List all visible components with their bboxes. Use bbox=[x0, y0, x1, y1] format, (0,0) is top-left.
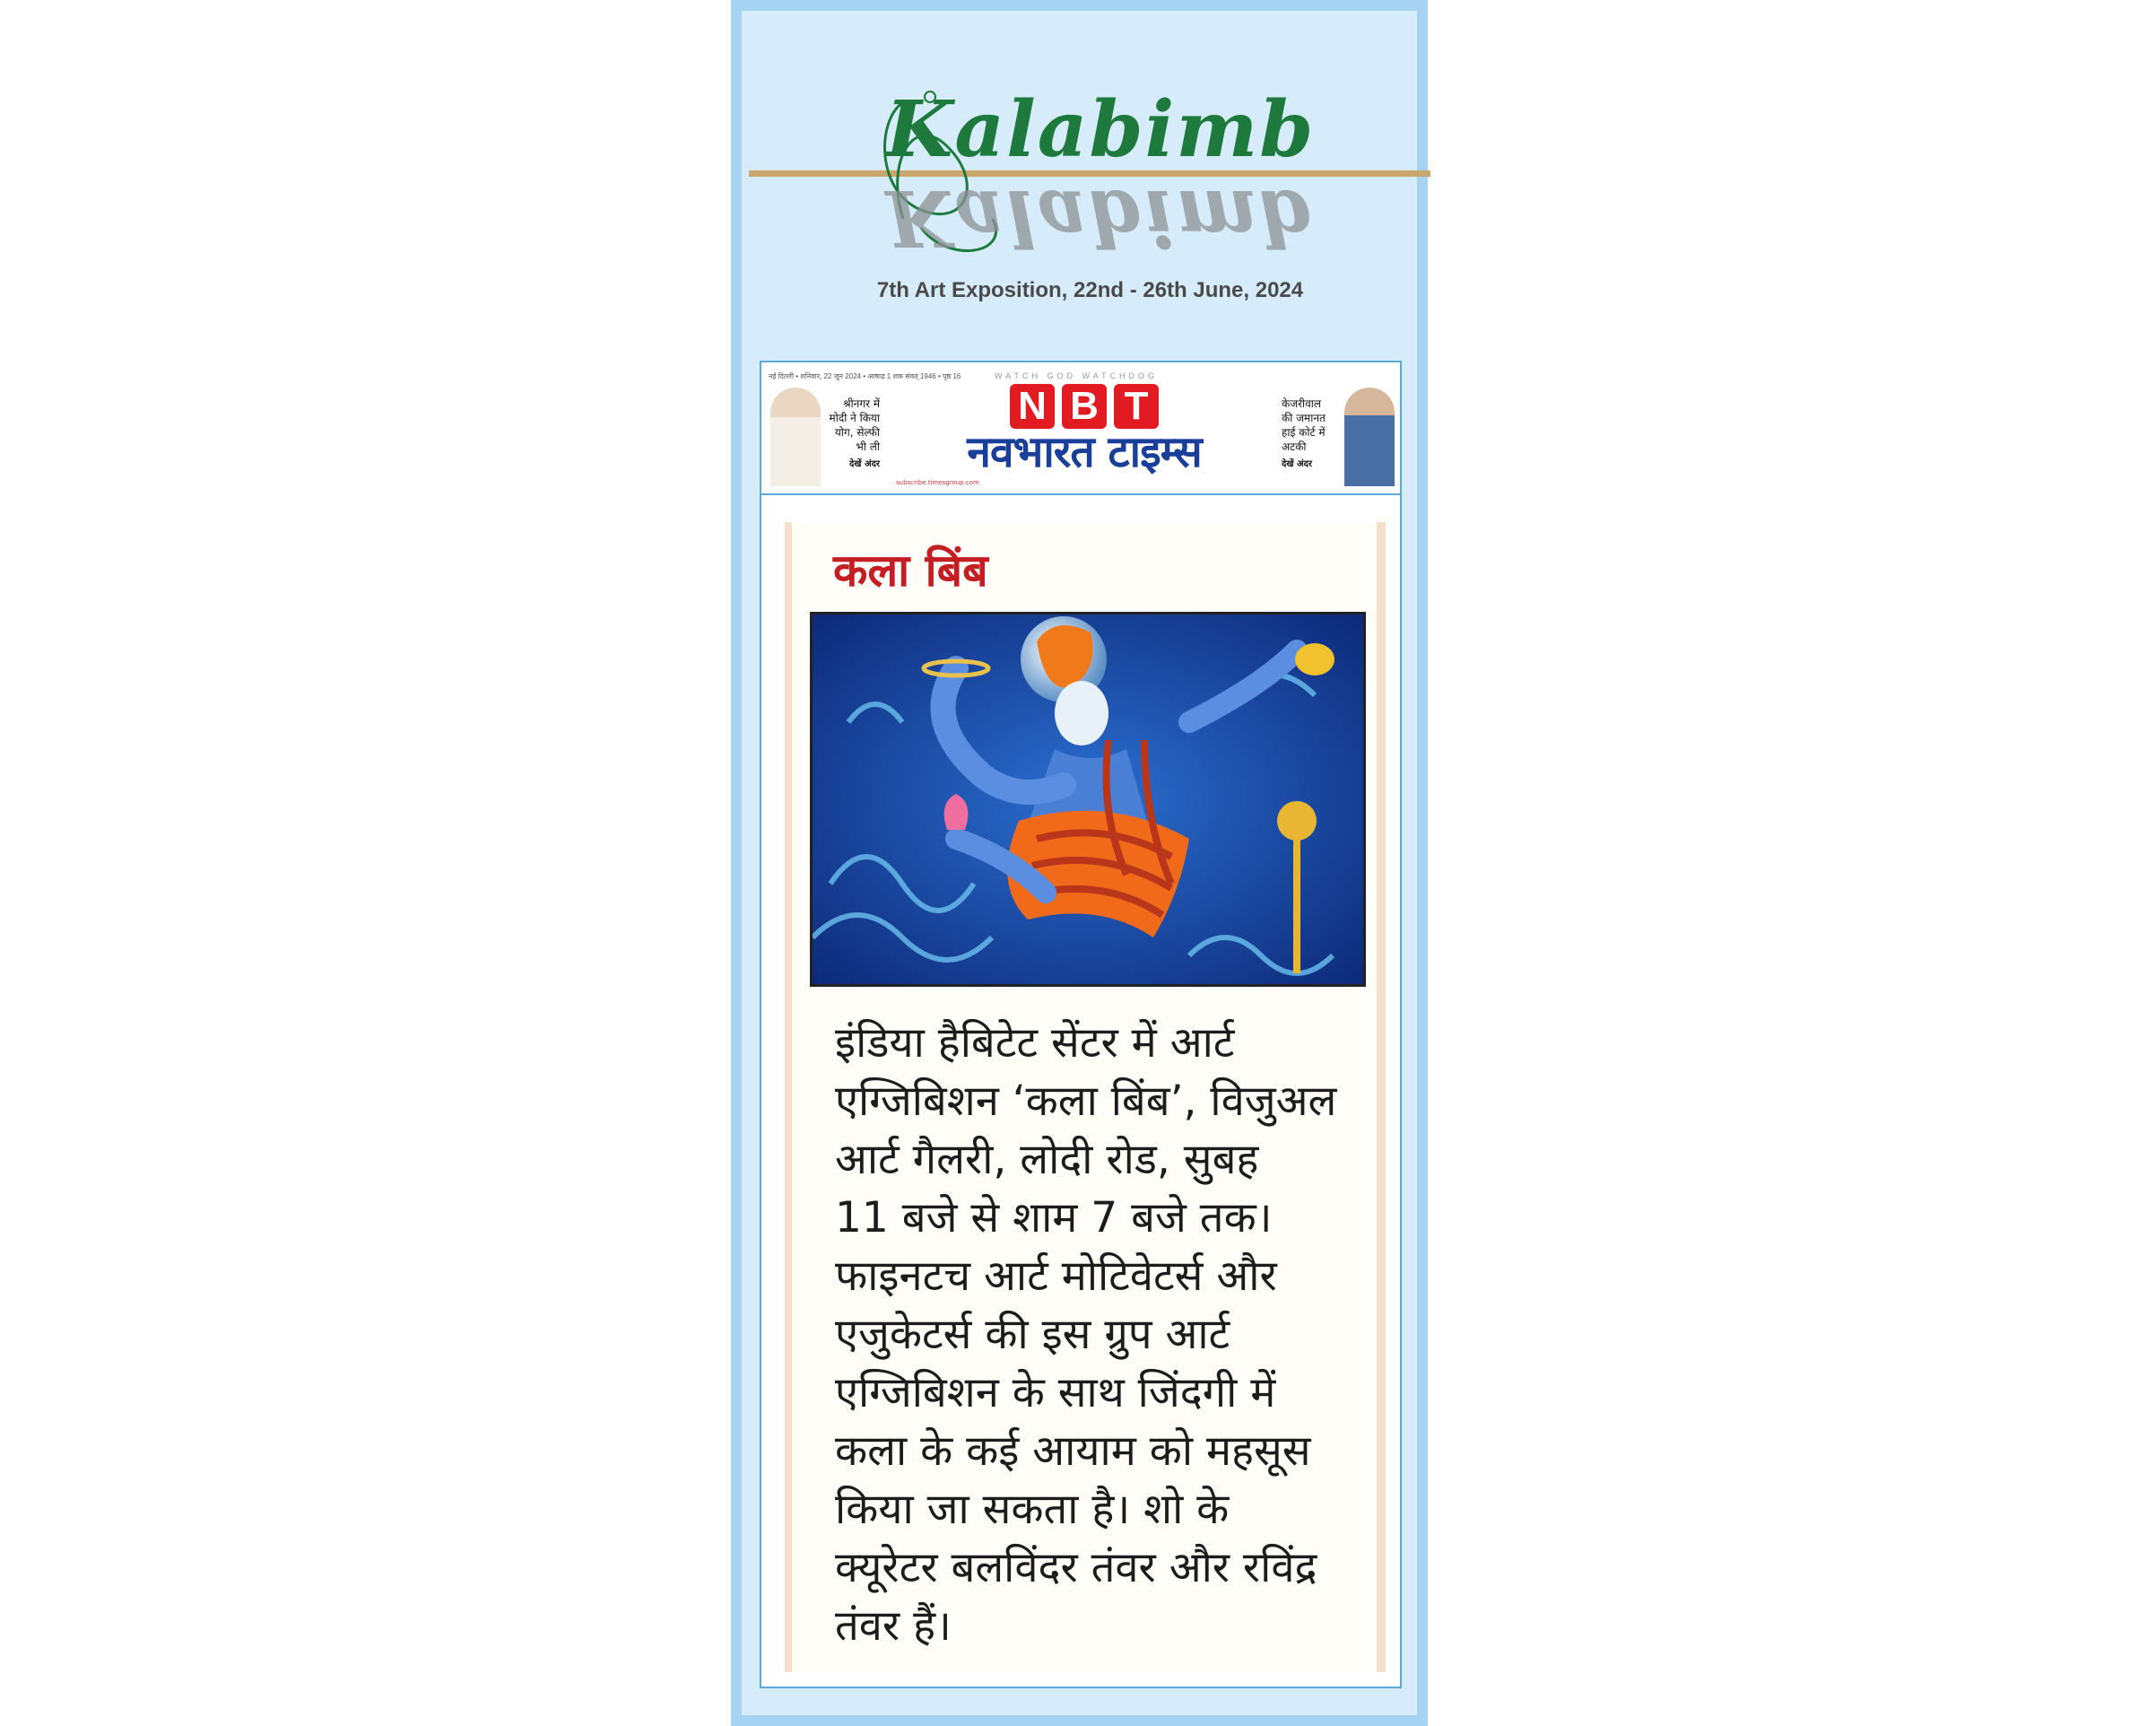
person-photo-icon bbox=[770, 388, 821, 486]
article-line: एग्जिबिशन के साथ जिंदगी में bbox=[835, 1368, 1276, 1417]
krishna-painting-image bbox=[810, 612, 1366, 987]
left-tease-text bbox=[817, 397, 880, 472]
article-line: किया जा सकता है। शो के bbox=[835, 1485, 1230, 1534]
newspaper-clipping bbox=[760, 361, 1402, 1688]
tease-line: मोदी ने किया bbox=[829, 412, 880, 424]
article-line: फाइनटच आर्ट मोटिवेटर्स और bbox=[835, 1251, 1277, 1301]
kalabimb-logo bbox=[867, 84, 1334, 282]
right-tease-text bbox=[1282, 397, 1344, 472]
right-tease bbox=[1282, 380, 1398, 488]
article-column bbox=[785, 522, 1386, 1672]
nbt-letter: T bbox=[1114, 384, 1159, 429]
tease-more-link: देखें अंदर bbox=[848, 459, 880, 469]
tease-line: भी ली bbox=[856, 440, 880, 453]
article-line: एग्जिबिशन ‘कला बिंब’, विजुअल bbox=[835, 1077, 1337, 1126]
tease-line: केजरीवाल bbox=[1282, 397, 1322, 410]
tease-line: की जमानत bbox=[1282, 412, 1326, 424]
masthead-footer: subscribe.timesgroup.com bbox=[896, 479, 979, 486]
tease-line: हाई कोर्ट में bbox=[1282, 426, 1326, 439]
article-line: आर्ट गैलरी, लोदी रोड, सुबह bbox=[835, 1135, 1259, 1184]
newspaper-name: नवभारत टाइम्स bbox=[967, 427, 1202, 477]
masthead-watchword: WATCH GOD WATCHDOG bbox=[995, 371, 1158, 380]
nbt-letter: N bbox=[1010, 384, 1055, 429]
tease-line: श्रीनगर में bbox=[843, 397, 880, 410]
logo-reflection: Kalabimb bbox=[885, 172, 1316, 263]
article-line: तंवर हैं। bbox=[835, 1601, 952, 1651]
tease-more-link: देखें अंदर bbox=[1282, 459, 1313, 469]
newspaper-masthead bbox=[761, 362, 1400, 495]
article-line: एजुकेटर्स की इस ग्रुप आर्ट bbox=[835, 1310, 1230, 1359]
tease-line: अटकी bbox=[1282, 440, 1307, 453]
article-line: क्यूरेटर बलविंदर तंवर और रविंद्र bbox=[835, 1543, 1317, 1592]
article-line: इंडिया हैबिटेट सेंटर में आर्ट bbox=[835, 1018, 1235, 1068]
masthead-dateline: नई दिल्ली • शनिवार, 22 जून 2024 • आषाढ़ 1 शक संवत् 1946 • पृष्ठ 16 bbox=[769, 372, 961, 380]
exposition-subtitle: 7th Art Exposition, 22nd - 26th June, 2024 bbox=[876, 278, 1304, 302]
article-line: कला के कई आयाम को महसूस bbox=[835, 1426, 1311, 1476]
tease-line: योग, सेल्फी bbox=[834, 426, 880, 439]
article-line: 11 बजे से शाम 7 बजे तक। bbox=[835, 1193, 1273, 1242]
person-photo-icon bbox=[1344, 388, 1395, 486]
logo-title: Kalabimb bbox=[885, 84, 1316, 175]
nbt-letter: B bbox=[1062, 384, 1107, 429]
article-heading: कला बिंब bbox=[833, 545, 988, 597]
left-tease bbox=[763, 380, 880, 488]
nbt-logo bbox=[995, 384, 1174, 429]
article-body bbox=[835, 1014, 1355, 1655]
